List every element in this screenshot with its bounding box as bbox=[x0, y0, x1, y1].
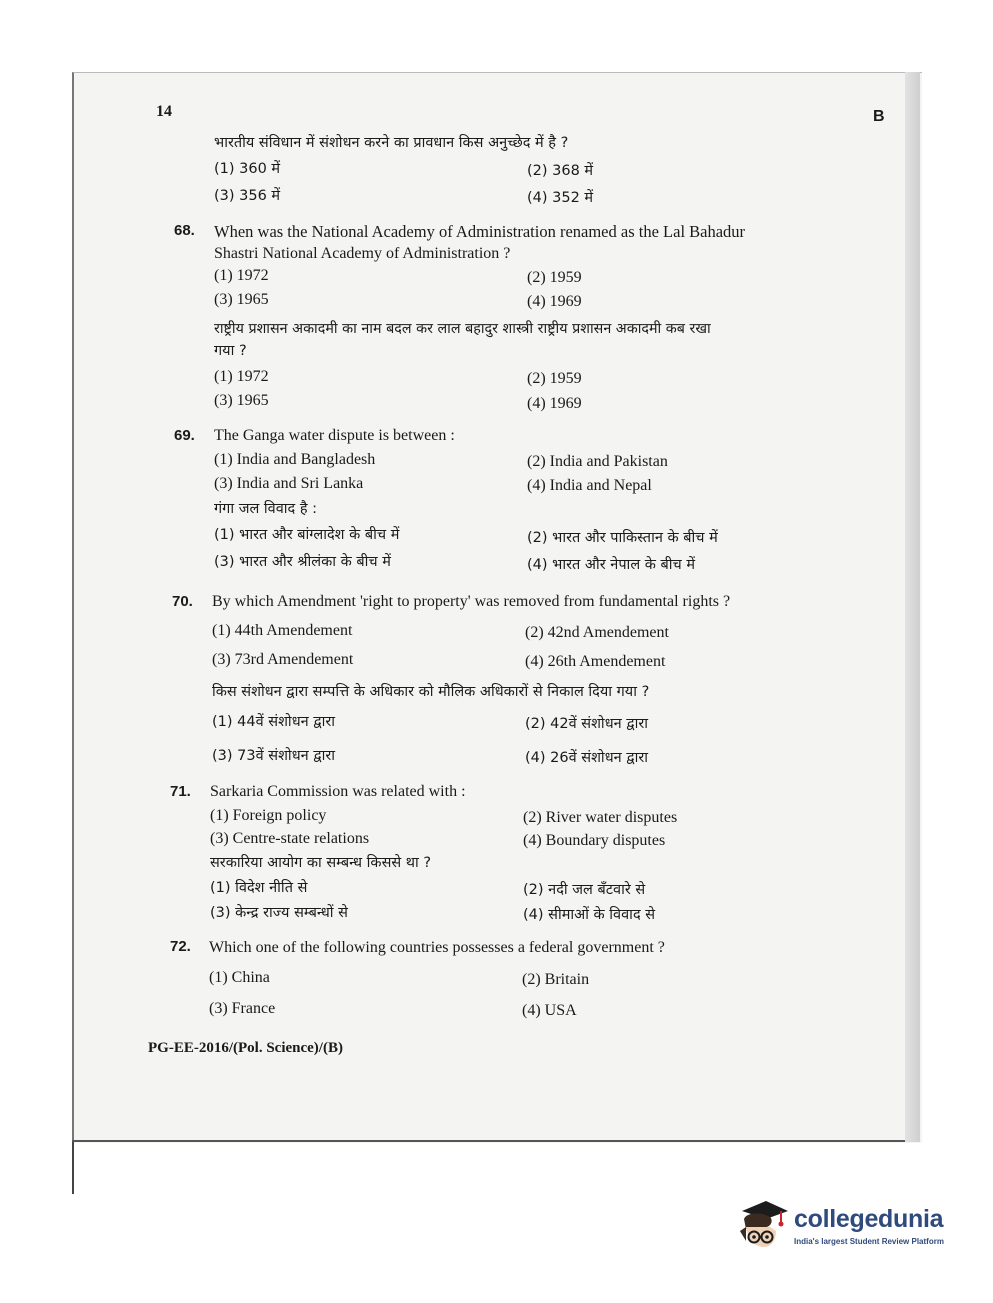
page-bottom-edge bbox=[72, 1140, 905, 1142]
q68-question-en-line1: When was the National Academy of Administration renamed as the Lal Bahadur bbox=[214, 222, 746, 241]
q68-option-4-en: (4) 1969 bbox=[527, 293, 582, 310]
q68-option-2-en: (2) 1959 bbox=[527, 269, 582, 286]
q70-question-en: By which Amendment 'right to property' was removed from fundamental rights ? bbox=[212, 593, 731, 610]
q68-question-hi-line1: राष्ट्रीय प्रशासन अकादमी का नाम बदल कर लाल बहादुर शास्त्री राष्ट्रीय प्रशासन अकादमी कब रखा bbox=[214, 321, 711, 337]
q69-option-4-en: (4) India and Nepal bbox=[527, 477, 652, 494]
q70-option-4-en: (4) 26th Amendement bbox=[525, 653, 666, 670]
page-number: 14 bbox=[156, 103, 172, 120]
q71-option-1-en: (1) Foreign policy bbox=[210, 807, 327, 824]
set-code: B bbox=[873, 108, 885, 125]
q70-option-2-hi: (2) 42वें संशोधन द्वारा bbox=[525, 716, 649, 732]
q68-question-en-line2: Shastri National Academy of Administration ? bbox=[214, 245, 511, 262]
collegedunia-tagline: India's largest Student Review Platform bbox=[794, 1237, 944, 1246]
q69-option-2-hi: (2) भारत और पाकिस्तान के बीच में bbox=[527, 530, 718, 546]
q72-option-3-en: (3) France bbox=[209, 1000, 276, 1017]
q70-option-2-en: (2) 42nd Amendement bbox=[525, 624, 669, 641]
q71-option-3-en: (3) Centre-state relations bbox=[210, 830, 370, 847]
q67-option-2-hi: (2) 368 में bbox=[527, 163, 594, 179]
q67-option-3-hi: (3) 356 में bbox=[214, 188, 281, 204]
q69-question-en: The Ganga water dispute is between : bbox=[214, 427, 455, 444]
q71-number: 71. bbox=[170, 783, 191, 800]
q72-number: 72. bbox=[170, 938, 191, 955]
q72-option-2-en: (2) Britain bbox=[522, 971, 590, 988]
q70-option-3-en: (3) 73rd Amendement bbox=[212, 651, 354, 668]
q71-option-2-hi: (2) नदी जल बँटवारे से bbox=[523, 882, 646, 898]
q72-question-en: Which one of the following countries possesses a federal government ? bbox=[209, 939, 665, 956]
q67-option-4-hi: (4) 352 में bbox=[527, 190, 594, 206]
q70-option-4-hi: (4) 26वें संशोधन द्वारा bbox=[525, 750, 649, 766]
graduate-mascot-icon bbox=[736, 1197, 790, 1259]
q67-question-hi: भारतीय संविधान में संशोधन करने का प्रावधान किस अनुच्छेद में है ? bbox=[214, 135, 569, 151]
q69-option-1-en: (1) India and Bangladesh bbox=[214, 451, 376, 468]
q71-option-4-hi: (4) सीमाओं के विवाद से bbox=[523, 907, 656, 923]
q72-option-1-en: (1) China bbox=[209, 969, 270, 986]
page-left-edge bbox=[72, 1142, 74, 1194]
q69-option-3-en: (3) India and Sri Lanka bbox=[214, 475, 364, 492]
q70-option-1-en: (1) 44th Amendement bbox=[212, 622, 353, 639]
collegedunia-watermark bbox=[736, 1197, 966, 1259]
q69-option-4-hi: (4) भारत और नेपाल के बीच में bbox=[527, 557, 696, 573]
q68-option-3-en: (3) 1965 bbox=[214, 291, 269, 308]
q68-number: 68. bbox=[174, 222, 195, 239]
q69-question-hi: गंगा जल विवाद है : bbox=[214, 501, 318, 517]
q68-option-3-hi: (3) 1965 bbox=[214, 392, 269, 409]
q68-option-1-en: (1) 1972 bbox=[214, 267, 269, 284]
q70-option-1-hi: (1) 44वें संशोधन द्वारा bbox=[212, 714, 336, 730]
q71-option-2-en: (2) River water disputes bbox=[523, 809, 678, 826]
collegedunia-brand: collegedunia bbox=[794, 1205, 944, 1233]
q68-question-hi-line2: गया ? bbox=[214, 343, 247, 359]
paper-code-footer: PG-EE-2016/(Pol. Science)/(B) bbox=[148, 1040, 343, 1056]
q71-option-1-hi: (1) विदेश नीति से bbox=[210, 880, 308, 896]
q69-option-2-en: (2) India and Pakistan bbox=[527, 453, 668, 470]
q71-option-4-en: (4) Boundary disputes bbox=[523, 832, 666, 849]
q68-option-1-hi: (1) 1972 bbox=[214, 368, 269, 385]
q68-option-4-hi: (4) 1969 bbox=[527, 395, 582, 412]
q67-option-1-hi: (1) 360 में bbox=[214, 161, 281, 177]
q69-option-3-hi: (3) भारत और श्रीलंका के बीच में bbox=[214, 554, 391, 570]
q70-number: 70. bbox=[172, 593, 193, 610]
q69-number: 69. bbox=[174, 427, 195, 444]
q72-option-4-en: (4) USA bbox=[522, 1002, 577, 1019]
q70-question-hi: किस संशोधन द्वारा सम्पत्ति के अधिकार को मौलिक अधिकारों से निकाल दिया गया ? bbox=[212, 684, 650, 700]
q70-option-3-hi: (3) 73वें संशोधन द्वारा bbox=[212, 748, 336, 764]
page-edge-shadow bbox=[905, 72, 920, 1142]
q71-question-hi: सरकारिया आयोग का सम्बन्ध किससे था ? bbox=[210, 855, 432, 871]
q71-option-3-hi: (3) केन्द्र राज्य सम्बन्धों से bbox=[210, 905, 348, 921]
q68-option-2-hi: (2) 1959 bbox=[527, 370, 582, 387]
q71-question-en: Sarkaria Commission was related with : bbox=[210, 783, 466, 800]
q69-option-1-hi: (1) भारत और बांग्लादेश के बीच में bbox=[214, 527, 400, 543]
